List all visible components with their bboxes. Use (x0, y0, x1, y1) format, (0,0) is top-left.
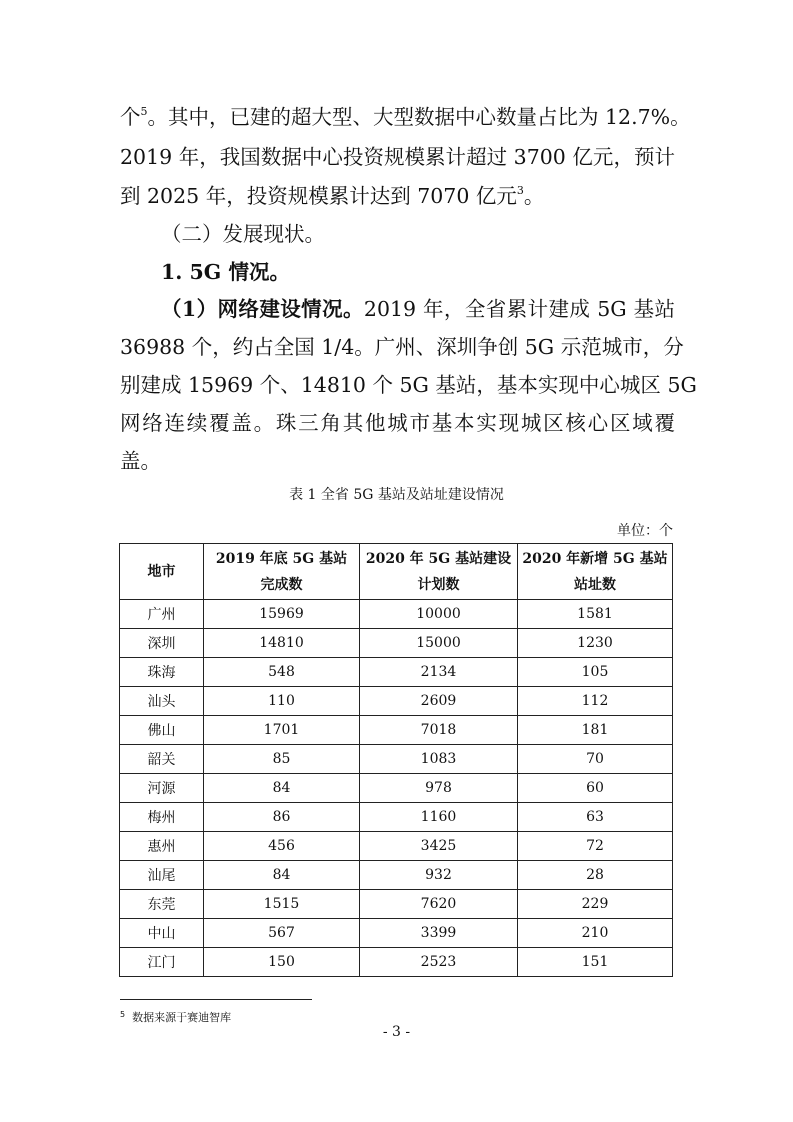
cell-city: 韶关 (120, 745, 204, 774)
base-station-table (119, 543, 673, 977)
cell-plan: 7018 (360, 716, 518, 745)
table-row (120, 919, 673, 948)
table-row (120, 600, 673, 629)
paragraph-2-line-3: 别建成 15969 个、14810 个 5G 基站，基本实现中心城区 5G (120, 373, 697, 397)
cell-2019: 15969 (204, 600, 360, 629)
paragraph-2-line-4: 网络连续覆盖。珠三角其他城市基本实现城区核心区域覆 (120, 411, 675, 435)
table-caption: 表 1 全省 5G 基站及站址建设情况 (289, 487, 504, 503)
table-unit-label: 单位：个 (617, 523, 673, 539)
cell-plan: 1083 (360, 745, 518, 774)
cell-plan: 3399 (360, 919, 518, 948)
cell-city: 江门 (120, 948, 204, 977)
table-row (120, 629, 673, 658)
cell-2019: 150 (204, 948, 360, 977)
page-number: - 3 - (382, 1024, 411, 1040)
paragraph-2-lead: （1）网络建设情况。 (161, 297, 364, 321)
cell-city: 广州 (120, 600, 204, 629)
cell-city: 东莞 (120, 890, 204, 919)
cell-plan: 932 (360, 861, 518, 890)
cell-new: 63 (518, 803, 673, 832)
subsection-heading: 1. 5G 情况。 (161, 260, 290, 284)
table-row (120, 687, 673, 716)
cell-2019: 548 (204, 658, 360, 687)
header-2020-new-sites: 2020 年新增 5G 基站 站址数 (518, 544, 673, 600)
header-2020-plan: 2020 年 5G 基站建设 计划数 (360, 544, 518, 600)
cell-plan: 2609 (360, 687, 518, 716)
cell-plan: 1160 (360, 803, 518, 832)
footnote-marker: 5 (120, 1010, 126, 1019)
table-row (120, 861, 673, 890)
table-row (120, 890, 673, 919)
cell-new: 229 (518, 890, 673, 919)
footnote-text: 数据来源于赛迪智库 (132, 1011, 232, 1024)
cell-city: 河源 (120, 774, 204, 803)
cell-new: 105 (518, 658, 673, 687)
cell-city: 佛山 (120, 716, 204, 745)
table-row (120, 716, 673, 745)
paragraph-1-line-1: 个$^5$。其中，已建的超大型、大型数据中心数量占比为 12.7%。 (120, 105, 691, 129)
cell-plan: 7620 (360, 890, 518, 919)
cell-new: 70 (518, 745, 673, 774)
cell-new: 72 (518, 832, 673, 861)
cell-2019: 110 (204, 687, 360, 716)
cell-plan: 978 (360, 774, 518, 803)
table-row (120, 803, 673, 832)
cell-plan: 15000 (360, 629, 518, 658)
table-row (120, 658, 673, 687)
cell-2019: 14810 (204, 629, 360, 658)
paragraph-1-line-2: 2019 年，我国数据中心投资规模累计超过 3700 亿元，预计 (120, 145, 675, 169)
cell-plan: 2134 (360, 658, 518, 687)
table-row (120, 832, 673, 861)
footnote-ref-3: 3 (516, 184, 524, 197)
table-row (120, 745, 673, 774)
paragraph-2-line-2: 36988 个，约占全国 1/4。广州、深圳争创 5G 示范城市，分 (120, 335, 684, 359)
table-row (120, 774, 673, 803)
cell-plan: 2523 (360, 948, 518, 977)
cell-new: 151 (518, 948, 673, 977)
footnote-divider (120, 999, 312, 1000)
table-header-row (120, 544, 673, 600)
cell-2019: 1515 (204, 890, 360, 919)
header-2019-completed: 2019 年底 5G 基站 完成数 (204, 544, 360, 600)
cell-city: 汕头 (120, 687, 204, 716)
cell-new: 210 (518, 919, 673, 948)
section-heading: （二）发展现状。 (161, 222, 325, 246)
footnote-ref-5: 5 (140, 105, 148, 118)
cell-plan: 10000 (360, 600, 518, 629)
cell-2019: 85 (204, 745, 360, 774)
cell-new: 60 (518, 774, 673, 803)
paragraph-2-line-5: 盖。 (120, 449, 161, 473)
cell-plan: 3425 (360, 832, 518, 861)
cell-new: 181 (518, 716, 673, 745)
cell-new: 1230 (518, 629, 673, 658)
cell-new: 112 (518, 687, 673, 716)
cell-city: 惠州 (120, 832, 204, 861)
cell-2019: 84 (204, 861, 360, 890)
cell-city: 汕尾 (120, 861, 204, 890)
cell-2019: 86 (204, 803, 360, 832)
footnote (120, 1009, 231, 1025)
cell-city: 珠海 (120, 658, 204, 687)
cell-new: 1581 (518, 600, 673, 629)
paragraph-1-line-3: 到 2025 年，投资规模累计达到 7070 亿元$^3$。 (120, 184, 545, 208)
cell-city: 中山 (120, 919, 204, 948)
cell-new: 28 (518, 861, 673, 890)
cell-2019: 1701 (204, 716, 360, 745)
cell-2019: 84 (204, 774, 360, 803)
cell-city: 梅州 (120, 803, 204, 832)
cell-2019: 567 (204, 919, 360, 948)
table-row (120, 948, 673, 977)
cell-city: 深圳 (120, 629, 204, 658)
header-city: 地市 (120, 544, 204, 600)
cell-2019: 456 (204, 832, 360, 861)
paragraph-2-line-1: （1）网络建设情况。2019 年，全省累计建成 5G 基站 (161, 297, 676, 321)
